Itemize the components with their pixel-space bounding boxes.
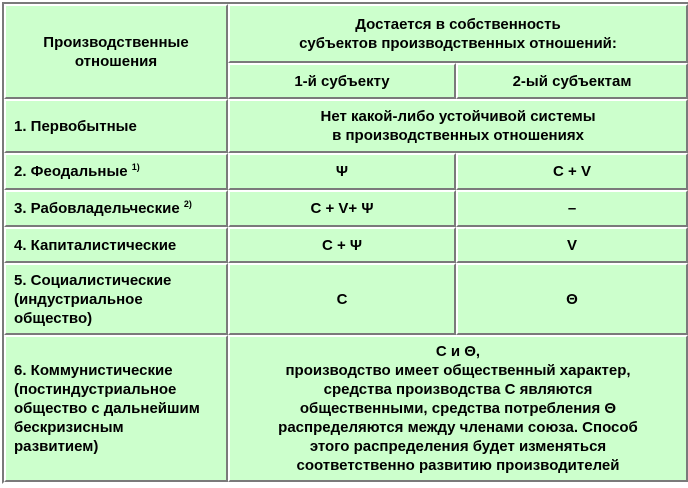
merged-line: распределяются между членами союза. Способ <box>278 419 638 436</box>
header-relations-line: Производственные <box>43 33 189 51</box>
header-subject1-cell: 1-й субъекту <box>228 63 456 99</box>
row-primitive-merged <box>228 99 688 153</box>
merged-line: этого распределения будет изменяться <box>309 438 607 455</box>
row-label-text: 2. Феодальные <box>14 163 132 180</box>
row-label-line: общество с дальнейшим <box>14 400 200 417</box>
row-primitive-label <box>4 99 228 153</box>
row-communist-merged <box>228 335 688 482</box>
row-feudal-col1: Ψ <box>228 153 456 190</box>
header-ownership-line: субъектов производственных отношений: <box>299 34 617 52</box>
row-label-line: 5. Социалистические <box>14 271 172 289</box>
row-label-line: (постиндустриальное <box>14 381 177 398</box>
merged-line: Нет какой-либо устойчивой системы <box>320 108 596 125</box>
row-capitalist-label <box>4 227 228 263</box>
row-label-line: общество) <box>14 309 93 327</box>
row-feudal-label <box>4 153 228 190</box>
row-slave-col2: – <box>456 190 688 227</box>
merged-line: C и Θ, <box>435 343 481 360</box>
merged-line: средства производства С являются <box>323 381 593 398</box>
row-label-line: 1. Первобытные <box>14 117 137 135</box>
row-label-line: бескризисным <box>14 419 124 436</box>
row-label-line: 4. Капиталистические <box>14 236 177 254</box>
row-communist-label <box>4 335 228 482</box>
row-capitalist-col1: C + Ψ <box>228 227 456 263</box>
row-slave-label <box>4 190 228 227</box>
header-subject2-cell: 2-ый субъектам <box>456 63 688 99</box>
merged-line: в производственных отношениях <box>332 127 584 144</box>
header-relations-line: отношения <box>74 52 158 70</box>
row-label-line: (индустриальное <box>14 290 143 308</box>
footnote-marker: 2) <box>183 199 192 209</box>
production-relations-table <box>2 2 688 484</box>
row-socialist-label <box>4 263 228 335</box>
row-socialist-col1: C <box>228 263 456 335</box>
row-feudal-col2: C + V <box>456 153 688 190</box>
merged-line: общественными, средства потребления Θ <box>299 400 617 417</box>
row-socialist-col2: Θ <box>456 263 688 335</box>
header-ownership-line: Достается в собственность <box>355 15 561 33</box>
row-label-line: развитием) <box>14 438 99 455</box>
row-slave-col1: C + V+ Ψ <box>228 190 456 227</box>
header-relations-cell <box>4 4 228 99</box>
row-label-line: 6. Коммунистические <box>14 362 173 379</box>
row-capitalist-col2: V <box>456 227 688 263</box>
merged-line: производство имеет общественный характер, <box>285 362 631 379</box>
merged-line: соответственно развитию производителей <box>296 457 620 474</box>
header-ownership-cell <box>228 4 688 63</box>
row-label-text: 3. Рабовладельческие <box>14 200 184 217</box>
footnote-marker: 1) <box>131 162 140 172</box>
